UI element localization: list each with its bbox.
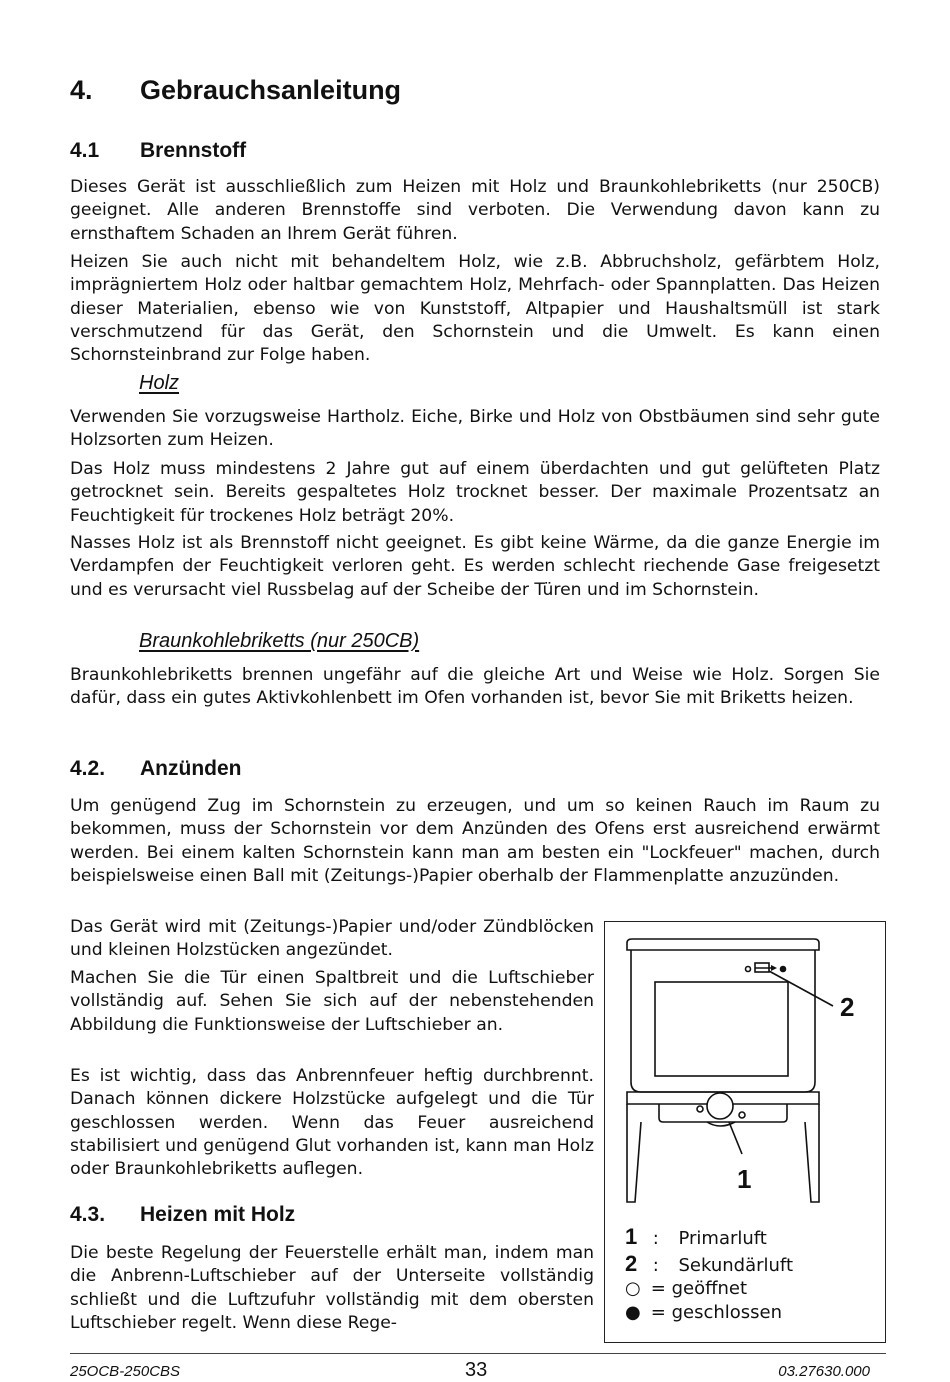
paragraph-heizen-1: Die beste Regelung der Feuerstelle erhält man, indem man die Anbrenn-Luftschieber auf der Unterseite vollständig schließt und die Luftzufuhr vollständig mit dem obersten Luftschieber regelt. Wenn diese Rege- — [70, 1243, 594, 1333]
primary-air-open-dot-2 — [739, 1112, 745, 1118]
secondary-air-closed-dot — [781, 967, 786, 972]
subheading-braunkohlebriketts: Braunkohlebriketts (nur 250CB) — [139, 630, 420, 652]
footer-model: 25OCB-250CBS — [70, 1363, 181, 1380]
paragraph-briketts: Braunkohlebriketts brennen ungefähr auf die gleiche Art und Weise wie Holz. Sorgen Sie dafür, dass ein gutes Aktivkohlenbett im Ofen vorhanden ist, bevor Sie mit Briketts heizen. — [70, 665, 880, 709]
paragraph-fuel-forbidden: Heizen Sie auch nicht mit behandeltem Holz, wie z.B. Abbruchsholz, gefärbtem Holz, imprägniertem Holz oder haltbar gemachtem Holz, Mehrfach- oder Spannplatten. Das Heizen dieser Materialien, ebenso wie von Kunststoff, Altpapier und Haushaltsmüll ist stark verschmutzend für das Gerät, den Schornstein und die Umwelt. Es kann einen Schornsteinbrand zur Folge haben. — [70, 252, 880, 366]
legend-text: geöffnet — [671, 1278, 748, 1299]
paragraph-anzuenden-2: Das Gerät wird mit (Zeitungs-)Papier und/oder Zündblöcken und kleinen Holzstücken angezündet. — [70, 917, 594, 961]
legend-separator: = — [650, 1278, 666, 1299]
primary-air-knob — [707, 1093, 733, 1119]
section-heading-4-2 — [70, 757, 470, 783]
legend-key: 1 — [625, 1224, 638, 1249]
legend-text: geschlossen — [671, 1302, 782, 1323]
section-number: 4.1 — [70, 139, 100, 162]
paragraph-fuel-intro: Dieses Gerät ist ausschließlich zum Heizen mit Holz und Braunkohlebriketts (nur 250CB) geeignet. Alle anderen Brennstoffe sind verboten. Die Verwendung davon kann zu ernsthaftem Schaden an Ihrem Gerät führen. — [70, 177, 880, 244]
legend-separator: : — [652, 1228, 659, 1249]
secondary-air-arrowhead — [771, 965, 777, 971]
legend-row — [625, 1278, 793, 1302]
secondary-air-open-dot — [746, 967, 751, 972]
section-number: 4.2. — [70, 757, 106, 780]
chapter-heading — [70, 75, 470, 109]
legend-separator: : — [652, 1255, 659, 1276]
legend-row — [625, 1224, 793, 1251]
primary-air-open-dot — [697, 1106, 703, 1112]
filled-circle-icon: ● — [625, 1302, 641, 1323]
section-heading-4-3 — [70, 1203, 470, 1229]
legend-key: 2 — [625, 1251, 638, 1276]
figure-legend — [625, 1224, 793, 1326]
stove-leg-right — [805, 1104, 819, 1202]
legend-separator: = — [650, 1302, 666, 1323]
page-number: 33 — [465, 1359, 488, 1381]
stove-leg-left — [627, 1104, 641, 1202]
callout-line-1 — [729, 1122, 742, 1154]
paragraph-anzuenden-4: Es ist wichtig, dass das Anbrennfeuer heftig durchbrennt. Danach können dickere Holzstücke aufgelegt und die Tür geschlossen werden. Wenn das Feuer ausreichend stabilisiert und genügend Glut vorhanden ist, kann man Holz oder Braunkohlebriketts auflegen. — [70, 1066, 594, 1180]
section-title: Anzünden — [140, 757, 242, 780]
callout-label-1: 1 — [737, 1164, 752, 1194]
paragraph-holz-1: Verwenden Sie vorzugsweise Hartholz. Eiche, Birke und Holz von Obstbäumen sind sehr gute Holzsorten zum Heizen. — [70, 407, 880, 451]
chapter-number: 4. — [70, 75, 93, 105]
footer-rule — [70, 1353, 886, 1354]
legend-text: Sekundärluft — [678, 1255, 793, 1276]
paragraph-anzuenden-1: Um genügend Zug im Schornstein zu erzeugen, und um so keinen Rauch im Raum zu bekommen, muss der Schornstein vor dem Anzünden des Ofens erst ausreichend erwärmt werden. Bei einem kalten Schornstein kann man am besten ein "Lockfeuer" machen, durch beispielsweise einen Ball mit (Zeitungs-)Papier oberhalb der Flammenplatte anzuzünden. — [70, 796, 880, 886]
footer-doc-code: 03.27630.000 — [778, 1363, 870, 1380]
callout-label-2: 2 — [840, 992, 855, 1022]
paragraph-holz-3: Nasses Holz ist als Brennstoff nicht geeignet. Es gibt keine Wärme, da die ganze Energie im Verdampfen der Feuchtigkeit verloren geht. Es werden schlecht riechende Gase freigesetzt und es verursacht viel Russbelag auf der Scheibe der Türen und im Schornstein. — [70, 533, 880, 600]
stove-top-plate — [627, 939, 819, 950]
section-title: Heizen mit Holz — [140, 1203, 296, 1226]
section-title: Brennstoff — [140, 139, 247, 162]
section-number: 4.3. — [70, 1203, 106, 1226]
open-circle-icon: ○ — [625, 1278, 641, 1299]
paragraph-holz-2: Das Holz muss mindestens 2 Jahre gut auf einem überdachten und gut gelüfteten Platz getrocknet sein. Bereits gespaltetes Holz trocknet besser. Der maximale Prozentsatz an Feuchtigkeit für trockenes Holz beträgt 20%. — [70, 459, 880, 526]
subheading-holz: Holz — [139, 372, 180, 394]
legend-text: Primarluft — [678, 1228, 767, 1249]
paragraph-anzuenden-3: Machen Sie die Tür einen Spaltbreit und die Luftschieber vollständig auf. Sehen Sie sich auf der nebenstehenden Abbildung die Funktionsweise der Luftschieber an. — [70, 968, 594, 1035]
callout-line-2 — [769, 971, 833, 1006]
stove-door-window — [655, 982, 788, 1076]
section-heading-4-1 — [70, 139, 470, 165]
legend-row — [625, 1251, 793, 1278]
stove-figure — [604, 921, 886, 1343]
legend-row — [625, 1302, 793, 1326]
chapter-title: Gebrauchsanleitung — [140, 75, 402, 105]
